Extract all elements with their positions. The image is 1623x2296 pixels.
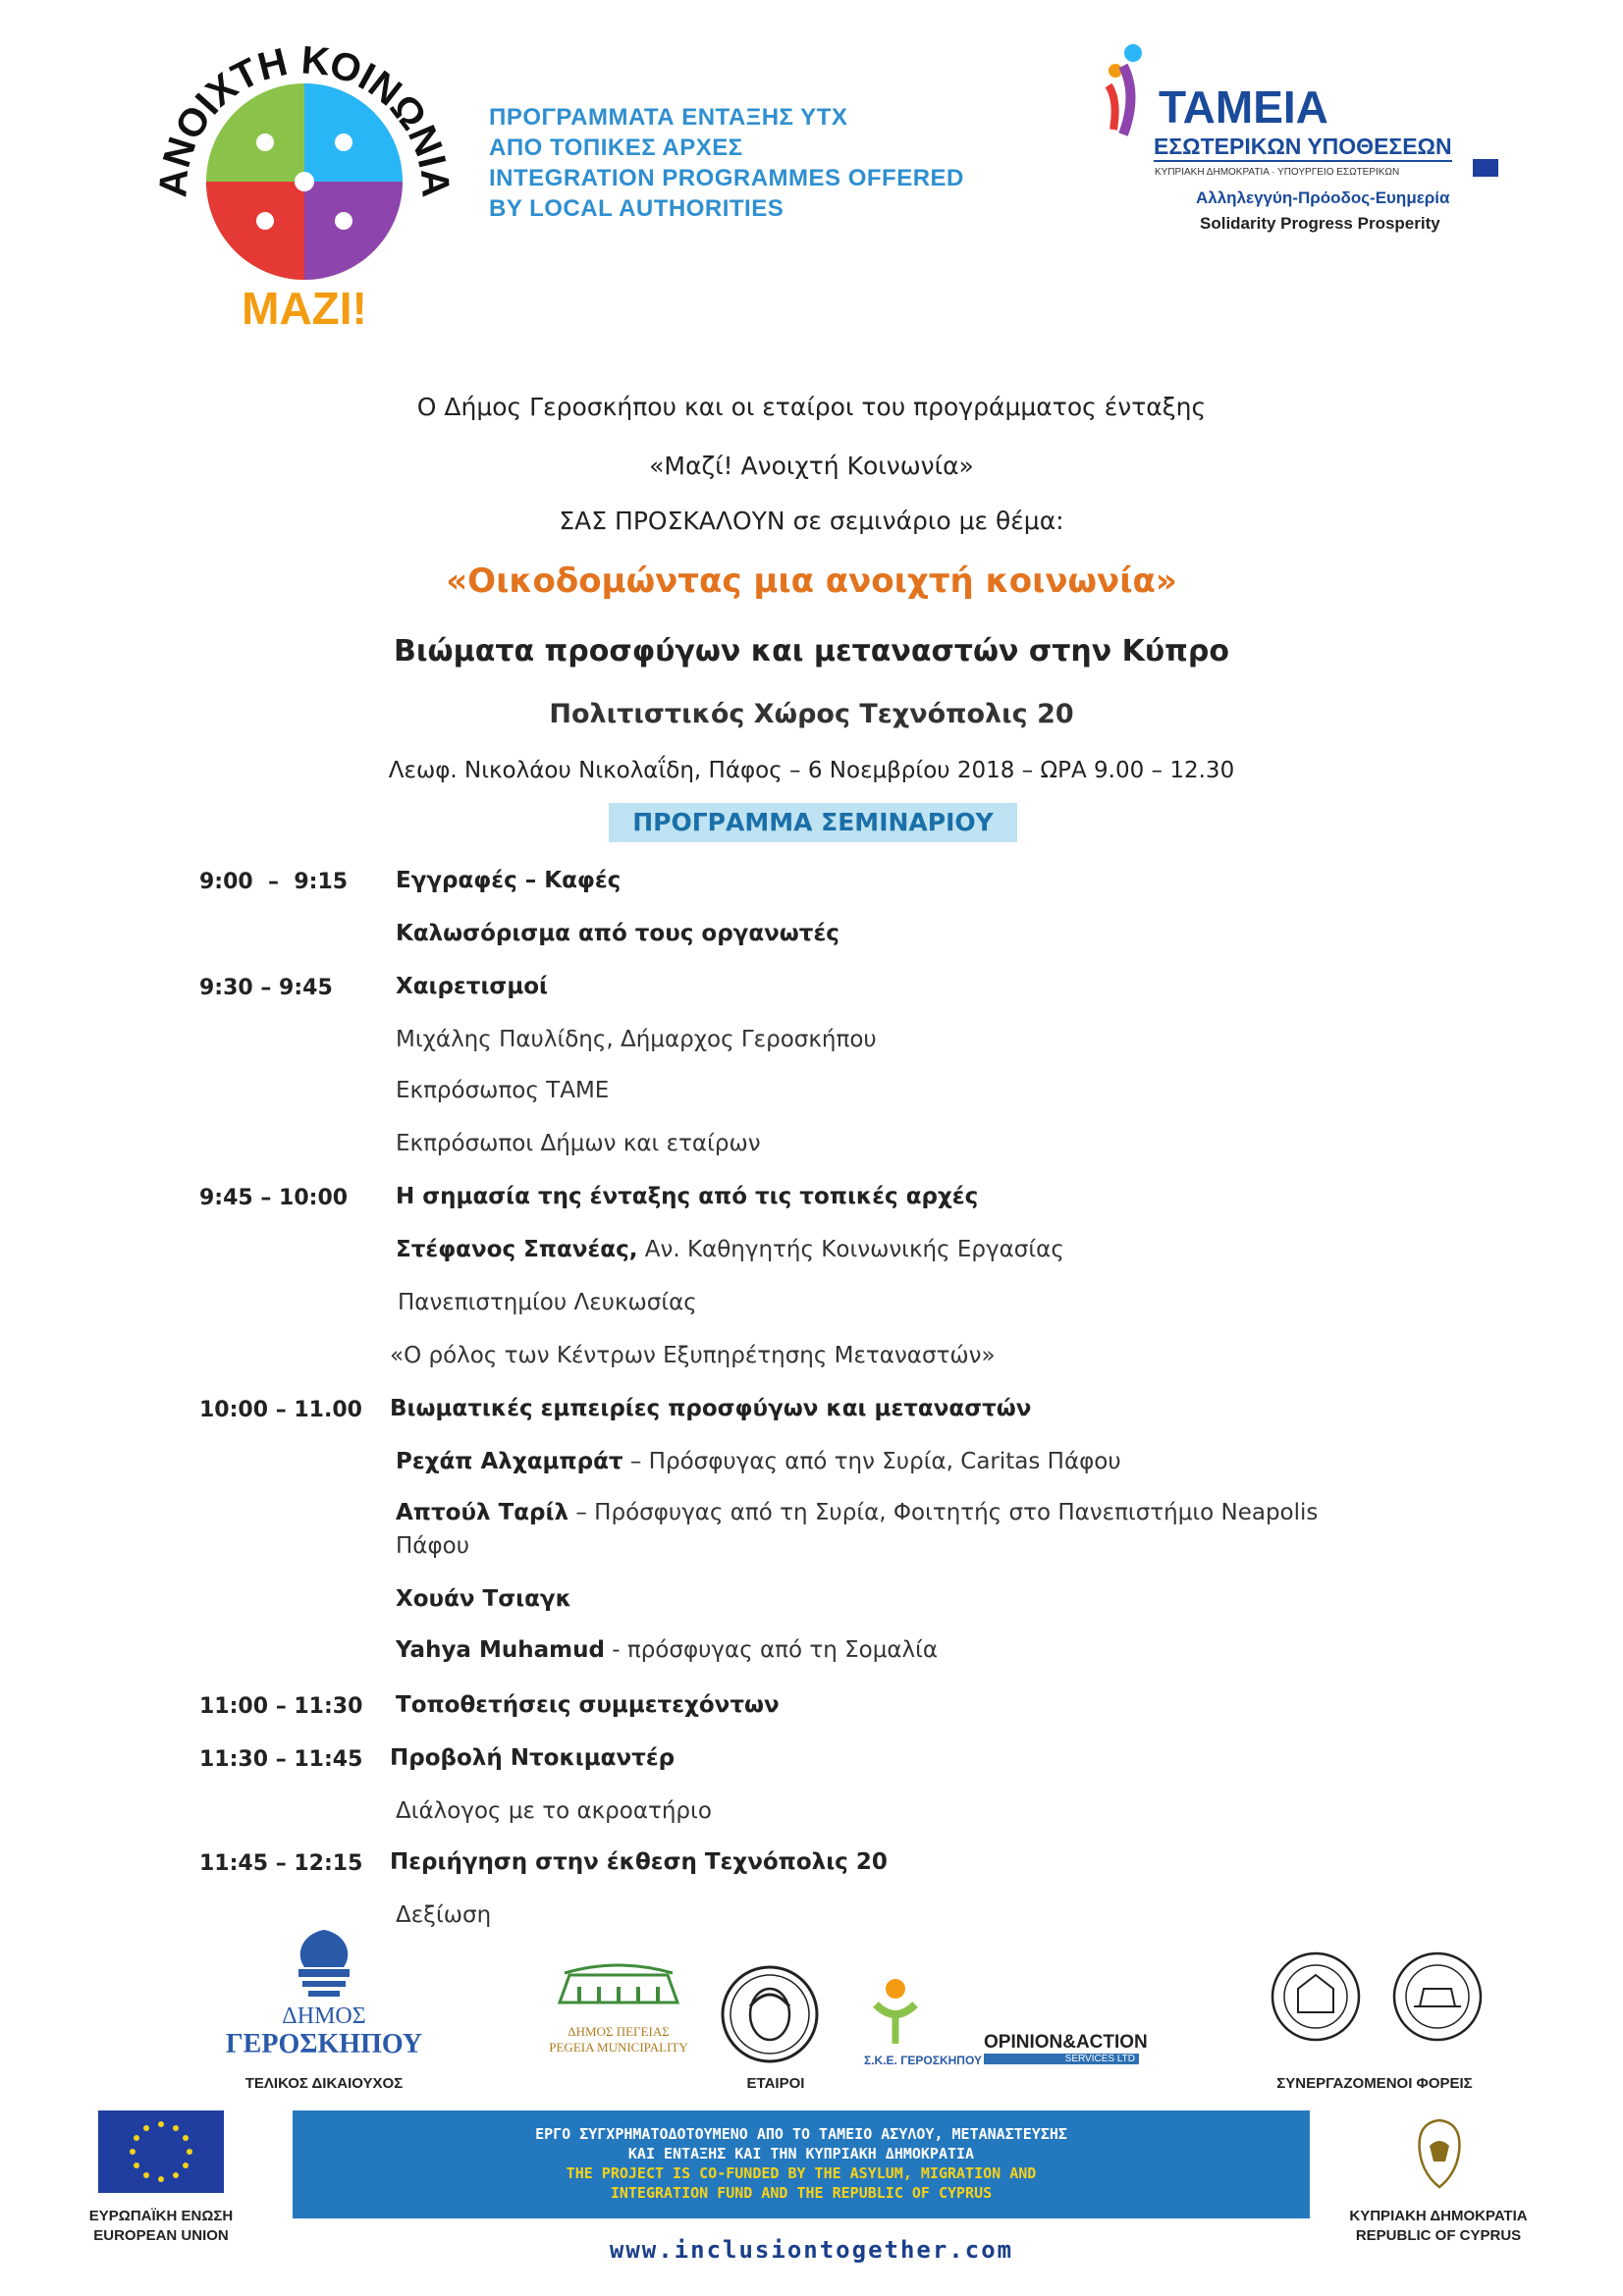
eu-flag-icon [1473,159,1498,177]
speaker-role: - πρόσφυγας από τη Σομαλία [604,1637,939,1663]
tameia-figure-icon [1094,41,1163,139]
coop-seal-2-icon [1390,1949,1485,2044]
seminar-title: «Οικοδομώντας μια ανοιχτή κοινωνία» [446,561,1177,601]
cyprus-label-en: REPUBLIC OF CYPRUS [1355,2227,1522,2244]
seminar-subtitle: Βιώματα προσφύγων και μεταναστών στην Κύπρο [394,634,1229,668]
opinion-action-logo [984,2032,1148,2064]
agenda-item: Χουάν Τσιαγκ [396,1586,571,1612]
opinion-line: SERVICES LTD [984,2054,1139,2064]
speaker-role: Αν. Καθηγητής Κοινωνικής Εργασίας [637,1237,1064,1262]
agenda-item: «Ο ρόλος των Κέντρων Εξυπηρέτησης Μεταναστών» [390,1343,996,1368]
speaker-name: Yahya Muhamud [396,1637,605,1663]
geroskipou-name [214,2002,434,2059]
agenda-item: Περιήγηση στην έκθεση Τεχνόπολις 20 [390,1849,888,1875]
banner-line: ΕΡΓΟ ΣΥΓΧΡΗΜΑΤΟΔΟΤΟΥΜΕΝΟ ΑΠΟ ΤΟ ΤΑΜΕΙΟ ΑΣΥΛΟΥ, ΜΕΤΑΝΑΣΤΕΥΣΗΣ [535,2125,1067,2143]
eu-label-en: EUROPEAN UNION [93,2227,229,2244]
pegeia-line: ΔΗΜΟΣ ΠΕΓΕΙΑΣ [568,2024,670,2039]
tameia-motto-en: Solidarity Progress Prosperity [1200,214,1440,233]
agenda-item: Βιωματικές εμπειρίες προσφύγων και μεταναστών [390,1396,1032,1421]
coin-head-logo-icon [719,1963,821,2065]
programme-title: ΠΡΟΓΡΑΜΜΑ ΣΕΜΙΝΑΡΙΟΥ [609,803,1017,842]
tameia-ministry: ΚΥΠΡΙΑΚΗ ΔΗΜΟΚΡΑΤΙΑ · ΥΠΟΥΡΓΕΙΟ ΕΣΩΤΕΡΙΚΩΝ [1155,167,1400,178]
agenda-item: Εγγραφές – Καφές [396,868,622,893]
tameia-title: ΤΑΜΕΙΑ [1159,81,1328,133]
website-link[interactable]: www.inclusiontogether.com [609,2236,1014,2264]
speaker-role: – Πρόσφυγας από τη Συρία, Φοιτητής στο Πανεπιστήμιο Neapolis [568,1500,1319,1525]
svg-text:ΜΑΖΙ!: ΜΑΖΙ! [242,283,367,334]
agenda-item: Τοποθετήσεις συμμετεχόντων [396,1692,780,1718]
label-partners: ΕΤΑΙΡΟΙ [746,2075,805,2092]
agenda-item: Εκπρόσωπος ΤΑΜΕ [396,1078,610,1103]
geroskipou-line: ΔΗΜΟΣ [282,2003,366,2029]
time-slot: 9:00 – 9:15 [199,870,349,894]
time-slot: 11:00 – 11:30 [199,1694,363,1719]
agenda-item: Πάφου [396,1533,470,1559]
agenda-item: Εκπρόσωποι Δήμων και εταίρων [396,1131,761,1156]
ske-name: Σ.Κ.Ε. ΓΕΡΟΣΚΗΠΟΥ [864,2054,982,2067]
agenda-item: Δεξίωση [396,1902,492,1928]
programme-line: ΠΡΟΓΡΑΜΜΑΤΑ ΕΝΤΑΞΗΣ ΥΤΧ [489,104,848,131]
time-slot: 9:45 – 10:00 [199,1186,349,1210]
banner-line: THE PROJECT IS CO-FUNDED BY THE ASYLUM, MIGRATION AND [566,2164,1037,2182]
programme-line: BY LOCAL AUTHORITIES [489,195,784,222]
agenda-item: Πανεπιστημίου Λευκωσίας [398,1290,697,1315]
time-slot: 10:00 – 11.00 [199,1398,362,1422]
eu-flag-icon [98,2110,224,2193]
agenda-item [396,1500,1318,1525]
programme-line: ΑΠΟ ΤΟΠΙΚΕΣ ΑΡΧΕΣ [489,134,743,161]
tameia-subtitle: ΕΣΩΤΕΡΙΚΩΝ ΥΠΟΘΕΣΕΩΝ [1154,133,1452,162]
mazi-logo [147,20,461,334]
agenda-item: Προβολή Ντοκιμαντέρ [390,1745,676,1771]
speaker-name: Ρεχάπ Αλχαμπράτ [396,1449,623,1474]
agenda-item: Χαιρετισμοί [396,974,549,999]
time-slot: 11:30 – 11:45 [199,1747,363,1772]
cofunding-banner [293,2110,1310,2218]
intro-line-2: «Μαζί! Ανοιχτή Κοινωνία» [649,452,974,480]
geroskipou-emblem-icon [283,1924,365,2002]
cyprus-label-gr: ΚΥΠΡΙΑΚΗ ΔΗΜΟΚΡΑΤΙΑ [1349,2208,1528,2224]
geroskipou-line: ΓΕΡΟΣΚΗΠΟΥ [225,2029,423,2059]
agenda-item: Η σημασία της ένταξης από τις τοπικές αρχές [396,1184,979,1209]
speaker-name: Απτούλ Ταρίλ [396,1500,569,1525]
tameia-logo [1090,39,1502,255]
time-slot: 9:30 – 9:45 [199,976,333,1000]
eu-label-gr: ΕΥΡΩΠΑΪΚΗ ΕΝΩΣΗ [88,2208,234,2224]
pegeia-line: PEGEIA MUNICIPALITY [549,2040,688,2055]
coop-seal-1-icon [1269,1949,1363,2044]
time-slot: 11:45 – 12:15 [199,1851,363,1876]
opinion-line: OPINION&ACTION [984,2032,1148,2053]
intro-line-1: Ο Δήμος Γεροσκήπου και οι εταίροι του προγράμματος ένταξης [416,393,1207,421]
tameia-motto-gr: Αλληλεγγύη-Πρόοδος-Ευημερία [1196,188,1450,207]
address-date: Λεωφ. Νικολάου Νικολαΐδη, Πάφος – 6 Νοεμβρίου 2018 – ΩΡΑ 9.00 – 12.30 [388,758,1235,783]
label-cooperating: ΣΥΝΕΡΓΑΖΟΜΕΝΟΙ ΦΟΡΕΙΣ [1276,2075,1473,2092]
ske-logo-icon [866,1975,925,2048]
agenda-item [396,1637,938,1663]
agenda-item [396,1449,1121,1474]
svg-text:ΑΝΟΙΧΤΗ ΚΟΙΝΩΝΙΑ: ΑΝΟΙΧΤΗ ΚΟΙΝΩΝΙΑ [151,38,458,199]
banner-line: ΚΑΙ ΕΝΤΑΞΗΣ ΚΑΙ ΤΗΝ ΚΥΠΡΙΑΚΗ ΔΗΜΟΚΡΑΤΙΑ [627,2145,975,2163]
programme-line: INTEGRATION PROGRAMMES OFFERED [489,165,964,191]
pegeia-logo-icon [550,1963,687,2022]
speaker-name: Στέφανος Σπανέας, [396,1237,638,1262]
agenda-item: Διάλογος με το ακροατήριο [396,1798,712,1824]
agenda-item: Καλωσόρισμα από τους οργανωτές [396,921,839,946]
agenda-item: Μιχάλης Παυλίδης, Δήμαρχος Γεροσκήπου [396,1027,877,1052]
speaker-role: – Πρόσφυγας από την Συρία, Caritas Πάφου [622,1449,1121,1474]
cyprus-coat-of-arms-icon [1410,2116,1469,2191]
pegeia-name [530,2024,707,2056]
label-final-beneficiary: ΤΕΛΙΚΟΣ ΔΙΚΑΙΟΥΧΟΣ [244,2075,404,2092]
venue: Πολιτιστικός Χώρος Τεχνόπολις 20 [549,699,1074,729]
agenda-item [396,1237,1064,1262]
banner-line: INTEGRATION FUND AND THE REPUBLIC OF CYPRUS [610,2184,993,2202]
programme-heading [489,102,1078,224]
intro-line-3: ΣΑΣ ΠΡΟΣΚΑΛΟΥΝ σε σεμινάριο με θέμα: [559,507,1064,535]
